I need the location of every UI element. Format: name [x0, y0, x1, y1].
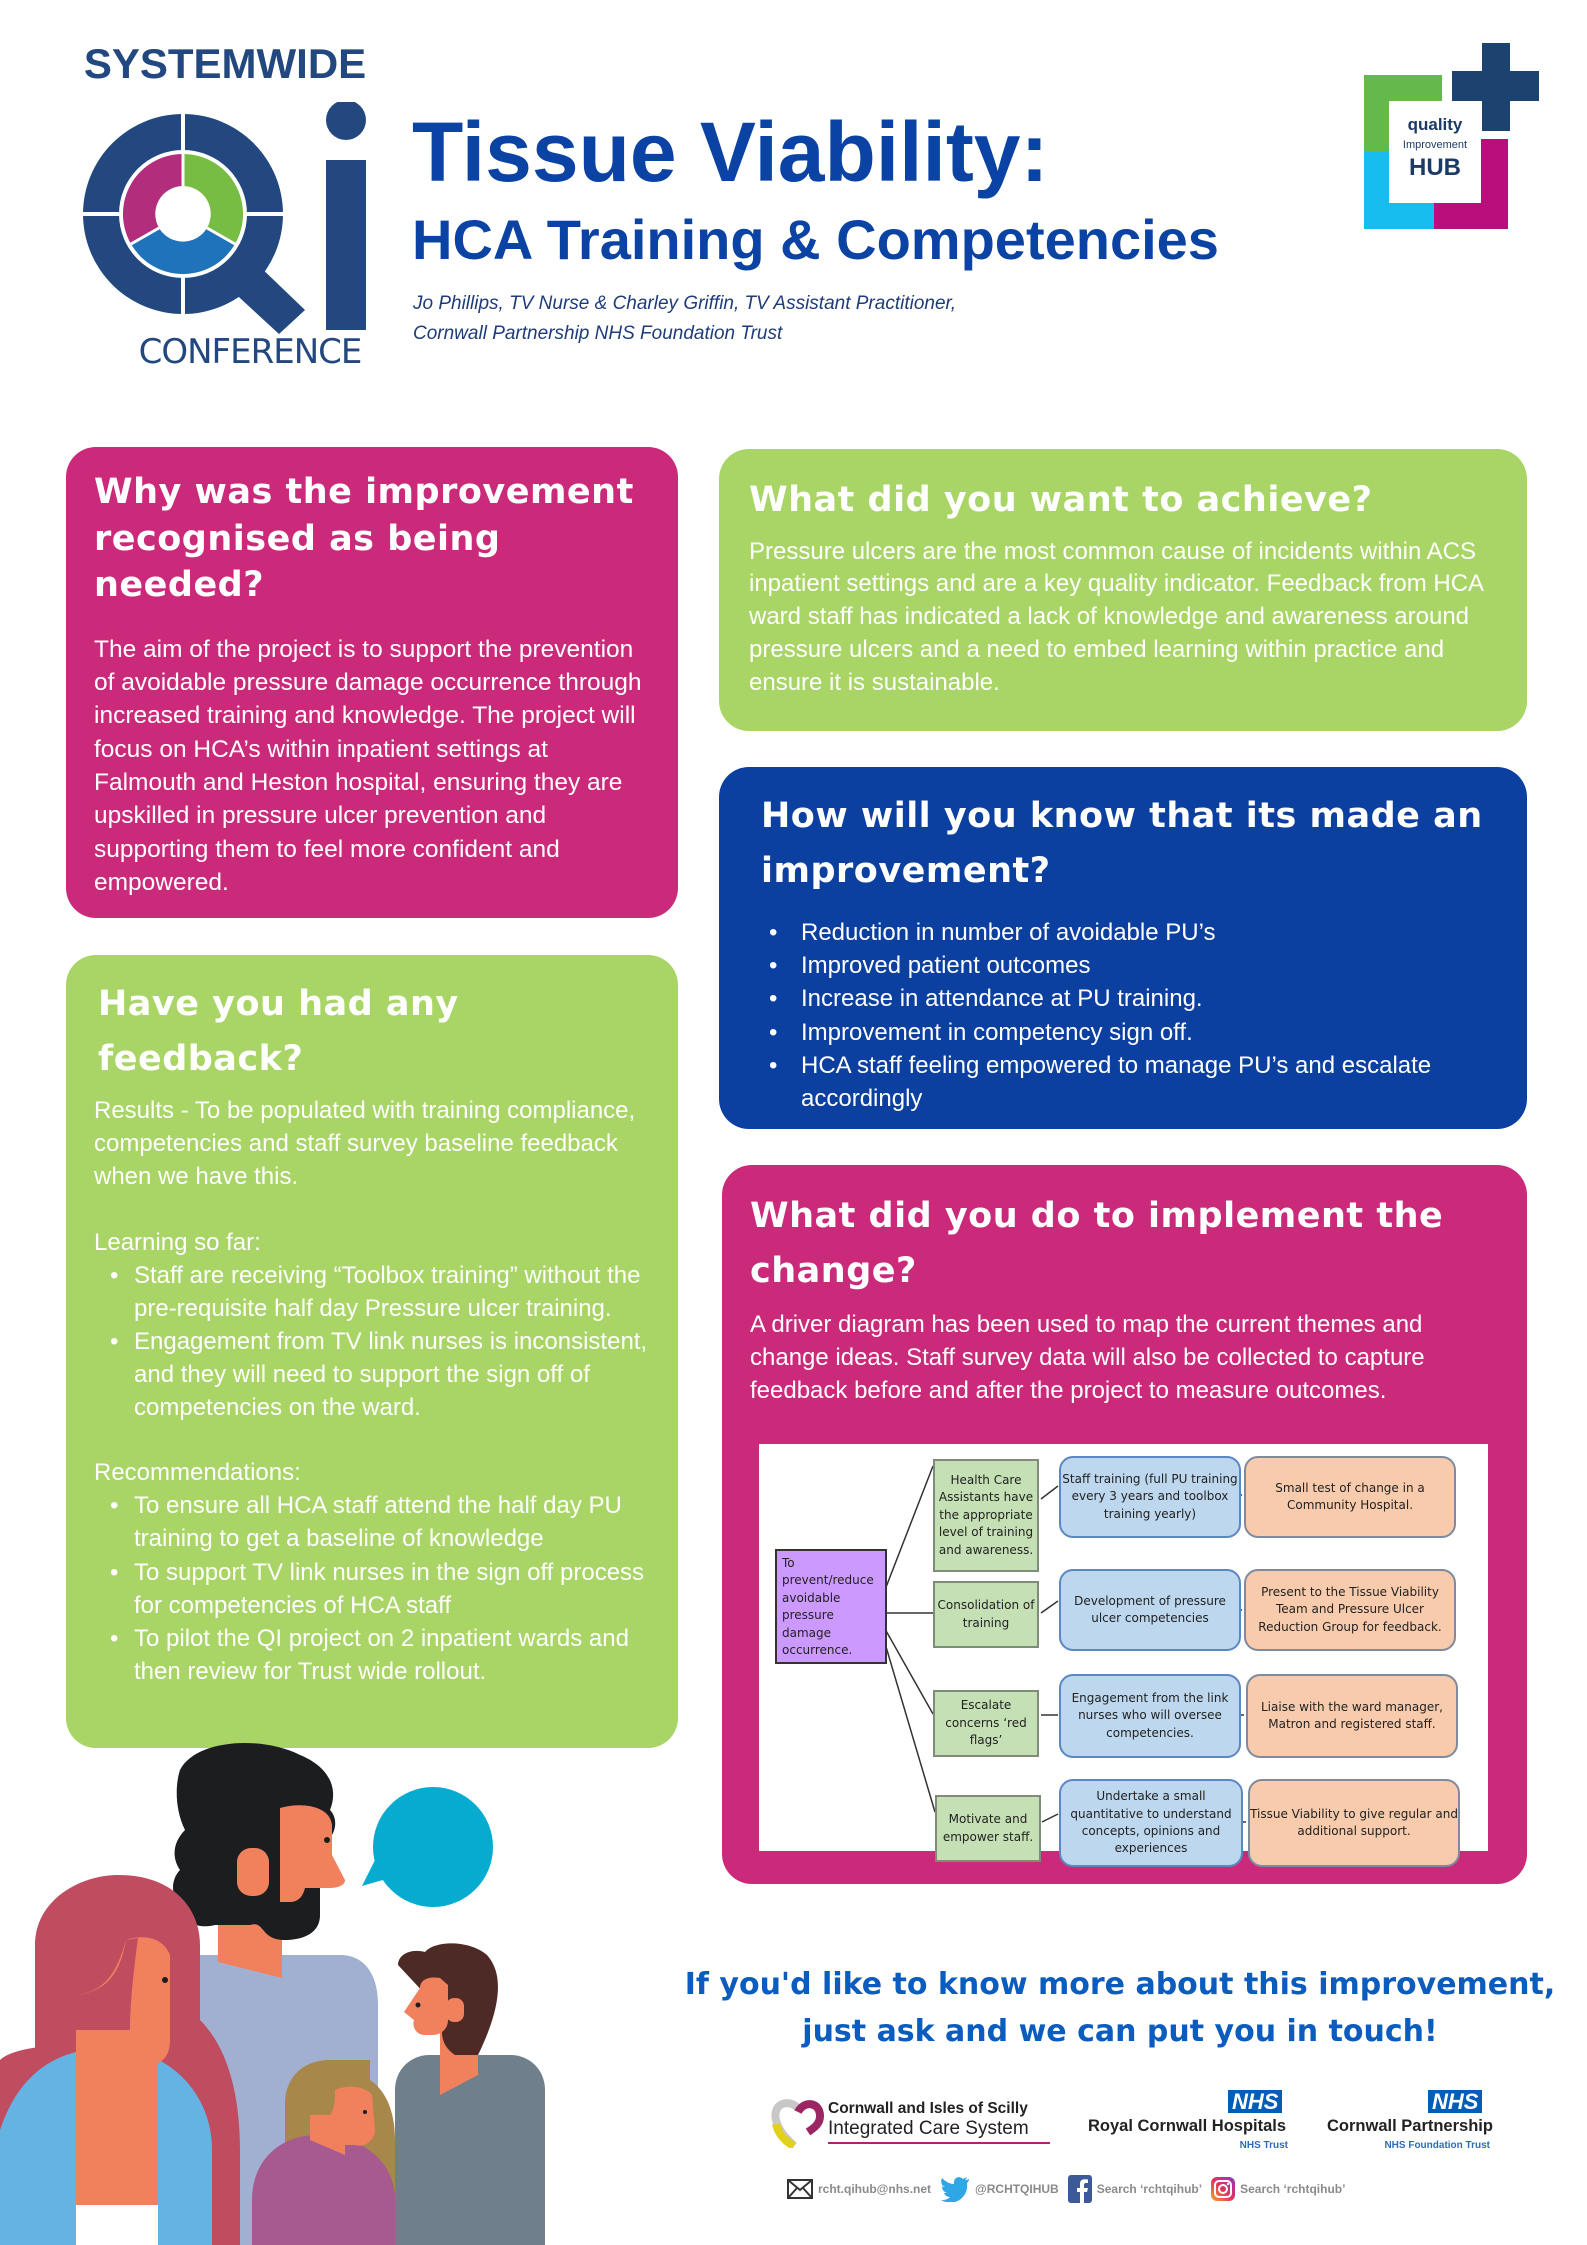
qi-conference-logo — [75, 40, 375, 385]
recommendations-list — [94, 1489, 650, 1688]
section-heading: How will you know that its made an improvement? — [761, 796, 1483, 891]
diagram-change-idea: Small test of change in a Community Hospital. — [1244, 1456, 1456, 1538]
hub-hub-text: HUB — [1409, 154, 1461, 181]
driver-diagram — [759, 1444, 1488, 1856]
list-item: • HCA staff feeling empowered to manage PU’s and escalate accordingly — [761, 1049, 1485, 1115]
ics-line-1: Cornwall and Isles of Scilly — [828, 2100, 1028, 2117]
nhs-badge-cpt: NHS — [1428, 2090, 1482, 2113]
cpt-sub: NHS Foundation Trust — [1384, 2140, 1490, 2151]
hub-quality-text: quality — [1407, 115, 1463, 134]
email-text: rcht.qihub@nhs.net — [818, 2182, 932, 2196]
section-body: Pressure ulcers are the most common cause of incidents within ACS inpatient settings and are a key quality indicator. Feedback from HCA ward staff has indicated a lack of knowledge and awareness around pressure ulcers and a need to embed learning within practice and ensure it is sustainable. — [749, 537, 1483, 697]
ics-line-2: Integrated Care System — [828, 2118, 1029, 2139]
list-item: • To ensure all HCA staff attend the half day PU training to get a baseline of knowledge — [94, 1489, 650, 1555]
list-item: • Staff are receiving “Toolbox training” without the pre-requisite half day Pressure ulcer training. — [94, 1259, 650, 1325]
ics-underline — [828, 2142, 1050, 2144]
list-item: • Increase in attendance at PU training. — [761, 982, 1485, 1015]
cta-line-2: just ask and we can put you in touch! — [802, 2013, 1438, 2049]
twitter-contact[interactable] — [940, 2176, 1059, 2202]
people-illustration — [0, 1730, 560, 2245]
rch-sub: NHS Trust — [1239, 2140, 1288, 2151]
measures-list — [761, 916, 1485, 1115]
email-contact[interactable] — [787, 2179, 931, 2199]
diagram-primary-driver: Health Care Assistants have the appropriate level of training and awareness. — [933, 1459, 1039, 1572]
instagram-text: Search ‘rchtqihub’ — [1240, 2182, 1346, 2196]
page-subtitle: HCA Training & Competencies — [412, 208, 1219, 271]
diagram-change-idea: Liaise with the ward manager, Matron and registered staff. — [1246, 1674, 1458, 1758]
section-what-achieve — [719, 449, 1527, 731]
diagram-change-idea: Tissue Viability to give regular and additional support. — [1248, 1779, 1460, 1867]
section-heading: Have you had any feedback? — [98, 984, 459, 1079]
instagram-icon — [1211, 2175, 1235, 2203]
logo-systemwide-text: SYSTEMWIDE — [83, 40, 367, 87]
diagram-primary-driver: Consolidation of training — [933, 1581, 1039, 1648]
diagram-primary-driver: Escalate concerns ‘red flags’ — [933, 1690, 1039, 1757]
instagram-contact[interactable] — [1211, 2175, 1345, 2203]
hub-improvement-text: Improvement — [1402, 139, 1468, 151]
results-text: Results - To be populated with training compliance, competencies and staff survey baseline feedback when we have this. — [94, 1097, 636, 1191]
diagram-aim: To prevent/reduce avoidable pressure damage occurrence. — [775, 1549, 887, 1664]
section-how-know — [719, 767, 1527, 1129]
email-icon — [787, 2179, 813, 2199]
diagram-change-idea: Present to the Tissue Viability Team and Pressure Ulcer Reduction Group for feedback. — [1244, 1569, 1456, 1651]
section-feedback — [66, 955, 678, 1748]
section-heading: Why was the improvement recognised as being needed? — [94, 472, 634, 606]
facebook-contact[interactable] — [1068, 2175, 1202, 2203]
diagram-primary-driver: Motivate and empower staff. — [935, 1795, 1041, 1862]
facebook-text: Search ‘rchtqihub’ — [1096, 2182, 1203, 2196]
list-item: • To pilot the QI project on 2 inpatient wards and then review for Trust wide rollout. — [94, 1622, 650, 1688]
learning-label: Learning so far: — [94, 1228, 261, 1256]
section-body: A driver diagram has been used to map the current themes and change ideas. Staff survey data will also be collected to capture feedback before and after the project to measure outcomes. — [750, 1311, 1425, 1405]
speech-bubble-icon — [362, 1787, 493, 1907]
recommendations-label: Recommendations: — [94, 1459, 301, 1487]
facebook-icon — [1068, 2175, 1092, 2203]
section-heading: What did you want to achieve? — [749, 480, 1373, 520]
page-title: Tissue Viability: — [412, 105, 1049, 199]
authors-line-2: Cornwall Partnership NHS Foundation Trust — [413, 323, 783, 344]
twitter-handle: @RCHTQIHUB — [975, 2182, 1059, 2196]
diagram-secondary-driver: Development of pressure ulcer competencies — [1059, 1569, 1241, 1651]
list-item: • Reduction in number of avoidable PU’s — [761, 916, 1485, 949]
diagram-secondary-driver: Engagement from the link nurses who will oversee competencies. — [1059, 1674, 1241, 1758]
quality-improvement-hub-logo — [1364, 43, 1539, 231]
social-contacts — [787, 2174, 1354, 2204]
logo-conference-text: CONFERENCE — [138, 332, 362, 372]
list-item: • Improved patient outcomes — [761, 949, 1485, 982]
list-item: • To support TV link nurses in the sign off process for competencies of HCA staff — [94, 1556, 650, 1622]
twitter-icon — [940, 2176, 970, 2202]
heart-icon — [770, 2098, 826, 2148]
qi-mark-icon — [83, 102, 373, 337]
section-body: The aim of the project is to support the prevention of avoidable pressure damage occurrence through increased training and knowledge. The project will focus on HCA’s within inpatient settings at Falmouth and Heston hospital, ensuring they are upskilled in pressure ulcer prevention and supporting them to feel more confident and empowered. — [94, 635, 642, 896]
diagram-secondary-driver: Staff training (full PU training every 3 years and toolbox training yearly) — [1059, 1456, 1241, 1538]
rch-name: Royal Cornwall Hospitals — [1088, 2117, 1287, 2135]
contact-call-to-action — [680, 1962, 1560, 2055]
authors-line-1: Jo Phillips, TV Nurse & Charley Griffin, TV Assistant Practitioner, — [413, 293, 957, 314]
section-heading: What did you do to implement the change? — [750, 1196, 1444, 1291]
diagram-secondary-driver: Undertake a small quantitative to understand concepts, opinions and experiences — [1059, 1779, 1243, 1867]
list-item: • Engagement from TV link nurses is inconsistent, and they will need to support the sign off of competencies on the ward. — [94, 1325, 650, 1424]
list-item: • Improvement in competency sign off. — [761, 1016, 1485, 1049]
section-why-needed — [66, 447, 678, 918]
cta-line-1: If you'd like to know more about this improvement, — [684, 1967, 1556, 2002]
cpt-name: Cornwall Partnership — [1327, 2117, 1493, 2135]
learning-list — [94, 1259, 650, 1425]
nhs-badge-rch: NHS — [1228, 2090, 1282, 2113]
cornwall-ics-logo — [770, 2098, 1055, 2148]
